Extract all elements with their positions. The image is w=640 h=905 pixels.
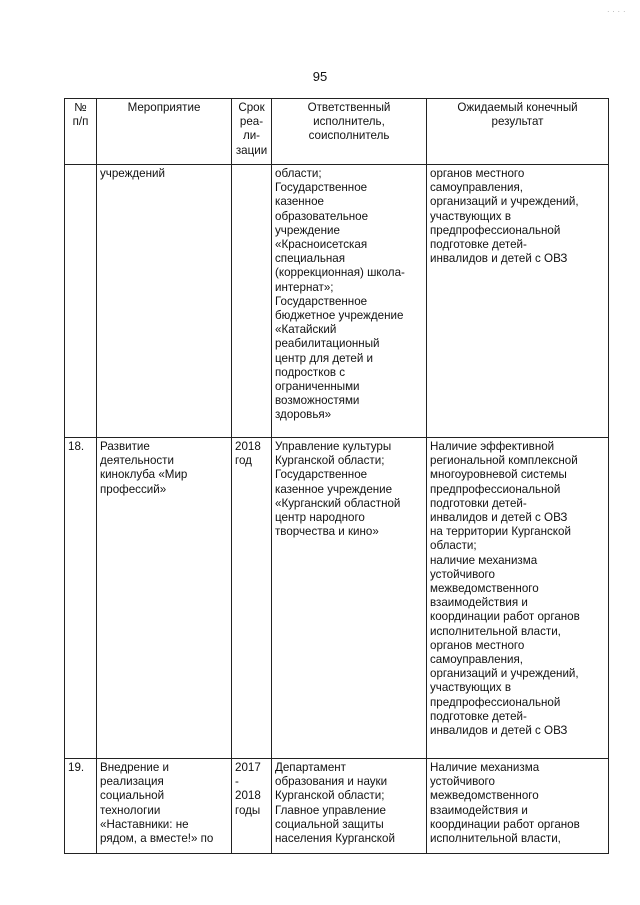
header-num: № п/п xyxy=(65,99,97,165)
row-term: 2018 год xyxy=(232,438,272,759)
table-row xyxy=(65,438,609,759)
table-header-row xyxy=(65,99,609,165)
row-event: Внедрение и реализация социальной технологии «Наставники: не рядом, а вместе!» по xyxy=(97,759,232,854)
table-row xyxy=(65,165,609,438)
header-responsible: Ответственный исполнитель, соисполнитель xyxy=(272,99,427,165)
row-result: Наличие механизма устойчивого межведомственного взаимодействия и координации работ органов исполнительной власти, xyxy=(427,759,609,854)
row-event: учреждений xyxy=(97,165,232,438)
header-event: Мероприятие xyxy=(97,99,232,165)
row-num: 18. xyxy=(65,438,97,759)
row-responsible: области; Государственное казенное образовательное учреждение «Красноисетская специальная (коррекционная) школа- интернат»; Государственное бюджетное учреждение «Катайский реабилитационный центр для детей и подростков с ограниченными возможностями здоровья» xyxy=(272,165,427,438)
row-num: 19. xyxy=(65,759,97,854)
events-table xyxy=(64,98,609,854)
row-result: Наличие эффективной региональной комплексной многоуровневой системы предпрофессиональной подготовки детей- инвалидов и детей с ОВЗ на территории Курганской области; наличие механизма устойчивого межведомственного взаимодействия и координации работ органов исполнительной власти, органов местного самоуправления, организаций и учреждений, участвующих в предпрофессиональной подготовке детей- инвалидов и детей с ОВЗ xyxy=(427,438,609,759)
table-row xyxy=(65,759,609,854)
row-term: 2017 - 2018 годы xyxy=(232,759,272,854)
row-term xyxy=(232,165,272,438)
row-num xyxy=(65,165,97,438)
page-number: 95 xyxy=(312,69,328,84)
row-responsible: Управление культуры Курганской области; Государственное казенное учреждение «Курганский областной центр народного творчества и кино» xyxy=(272,438,427,759)
row-responsible: Департамент образования и науки Курганской области; Главное управление социальной защиты населения Курганской xyxy=(272,759,427,854)
row-event: Развитие деятельности киноклуба «Мир профессий» xyxy=(97,438,232,759)
row-result: органов местного самоуправления, организаций и учреждений, участвующих в предпрофессиональной подготовке детей- инвалидов и детей с ОВЗ xyxy=(427,165,609,438)
header-term: Срок реа- ли- зации xyxy=(232,99,272,165)
corner-scan-mark: . . . . xyxy=(607,8,626,14)
header-result: Ожидаемый конечный результат xyxy=(427,99,609,165)
